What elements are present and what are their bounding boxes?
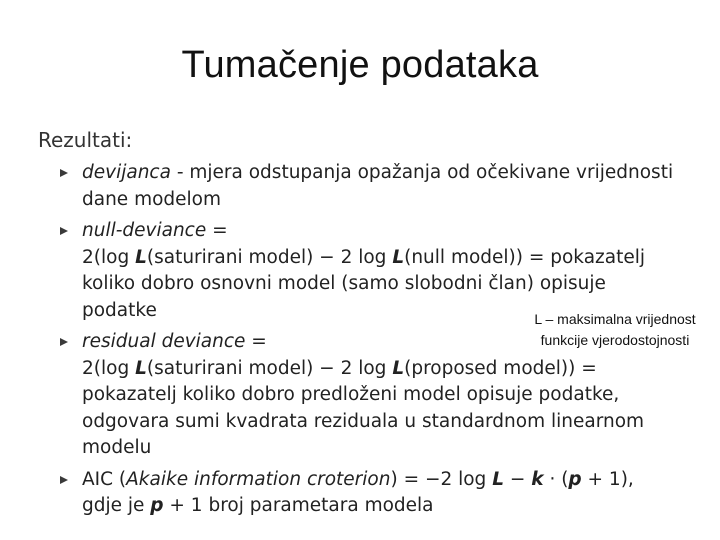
item-text: koliko dobro osnovni model (samo slobodni član) opisuje: [82, 273, 606, 294]
formula-text: −: [503, 468, 532, 490]
item-text: =: [206, 220, 228, 241]
list-item-deviance: [60, 160, 674, 213]
item-line: [82, 218, 660, 245]
formula-symbol-k: k: [531, 468, 544, 490]
formula-text: (null model)) = pokazatelj: [404, 246, 645, 268]
note-line: L – maksimalna vrijednost: [534, 311, 696, 327]
bullet-icon: [60, 169, 68, 177]
bullet-icon: [60, 227, 68, 235]
formula-symbol-l: L: [392, 357, 405, 379]
formula-symbol-l: L: [135, 246, 147, 268]
formula-text: (proposed model)) =: [404, 357, 597, 379]
note-line: funkcije vjerodostojnosti: [540, 332, 690, 348]
formula-line: [82, 467, 660, 494]
term-null-deviance: null-deviance: [82, 220, 207, 241]
bullet-icon: [60, 338, 68, 346]
formula-text: 2(log: [82, 246, 136, 268]
formula-symbol-l: L: [392, 246, 405, 268]
formula-symbol-l: L: [135, 357, 147, 379]
likelihood-note: [510, 309, 720, 351]
term-deviance: devijanca: [82, 162, 171, 183]
term-residual-deviance: residual deviance: [82, 331, 246, 352]
item-text: podatke: [82, 299, 157, 321]
list-item-aic: [60, 467, 660, 520]
formula-text: ) = −2 log: [390, 468, 493, 490]
item-line: [82, 160, 674, 187]
formula-line: [82, 245, 660, 272]
formula-text: (saturirani model) − 2 log: [146, 357, 393, 379]
formula-symbol-l: L: [492, 468, 504, 490]
bullet-icon: [60, 476, 68, 484]
item-text: dane modelom: [82, 188, 222, 210]
formula-text: gdje je: [82, 495, 151, 516]
formula-symbol-p: p: [568, 468, 582, 490]
formula-line: [82, 356, 660, 383]
formula-symbol-p: p: [150, 495, 164, 516]
item-text: - mjera odstupanja opažanja od očekivane vrijednosti: [170, 162, 674, 183]
formula-text: + 1 broj parametara modela: [163, 495, 434, 516]
item-text: =: [245, 331, 267, 352]
formula-text: 2(log: [82, 357, 136, 379]
item-text: odgovara sumi kvadrata reziduala u standardnom linearnom: [82, 410, 645, 432]
formula-text: · (: [543, 468, 569, 490]
formula-text: AIC (: [82, 468, 127, 490]
term-aic: Akaike information croterion: [126, 468, 391, 490]
item-text: modelu: [82, 437, 152, 458]
item-text: pokazatelj koliko dobro predloženi model opisuje podatke,: [82, 384, 620, 405]
formula-line: [82, 493, 660, 520]
formula-text: (saturirani model) − 2 log: [146, 246, 393, 268]
results-heading: Rezultati:: [38, 128, 133, 152]
slide-title: Tumačenje podataka: [181, 44, 539, 86]
formula-text: + 1),: [581, 468, 634, 490]
